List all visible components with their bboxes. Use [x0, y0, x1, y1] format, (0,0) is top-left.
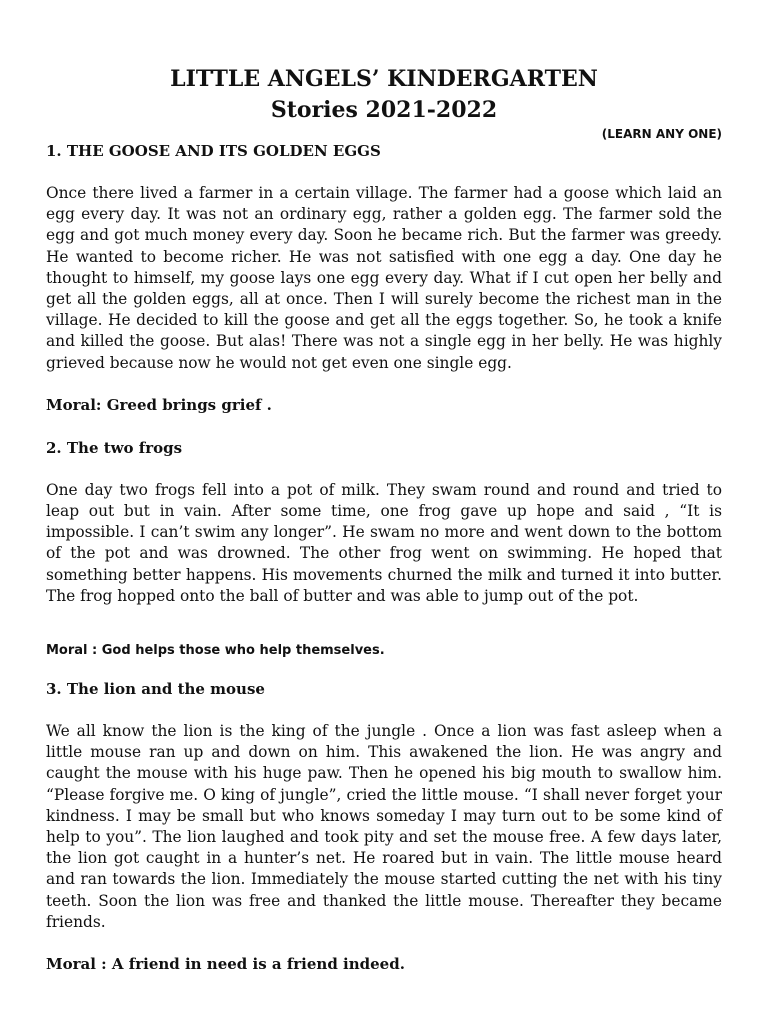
- story-body-3: We all know the lion is the king of the jungle . Once a lion was fast asleep when a little mouse ran up and down on him. This awakened the lion. He was angry and caught the mouse with his huge paw. Then he opened his big mouth to swallow him. “Please forgive me. O king of jungle”, cried the little mouse. “I shall never forget your kindness. I may be small but who knows someday I may turn out to be some kind of help to you”. The lion laughed and took pity and set the mouse free. A few days later, the lion got caught in a hunter’s net. He roared but in vain. The little mouse heard and ran towards the lion. Immediately the mouse started cutting the net with his tiny teeth. Soon the lion was free and thanked the little mouse. Thereafter they became friends.: [46, 722, 722, 931]
- document-title-year: Stories 2021-2022: [270, 97, 498, 123]
- story-heading-3: 3. The lion and the mouse: [46, 680, 265, 699]
- story-heading-2: 2. The two frogs: [46, 438, 183, 457]
- story-moral-2: Moral : God helps those who help themselves.: [46, 643, 385, 659]
- story-moral-3: Moral : A friend in need is a friend indeed.: [46, 955, 405, 974]
- story-body-2: One day two frogs fell into a pot of milk. They swam round and round and tried to leap out but in vain. After some time, one frog gave up hope and said , “It is impossible. I can’t swim any longer”. He swam no more and went down to the bottom of the pot and was drowned. The other frog went on swimming. He hoped that something better happens. His movements churned the milk and turned it into butter. The frog hopped onto the ball of butter and was able to jump out of the pot.: [46, 480, 722, 605]
- story-heading-1: 1. THE GOOSE AND ITS GOLDEN EGGS: [46, 142, 381, 160]
- instruction-note: (LEARN ANY ONE): [601, 127, 722, 141]
- document-page: [46, 64, 722, 975]
- story-body-1: Once there lived a farmer in a certain village. The farmer had a goose which laid an egg every day. It was not an ordinary egg, rather a golden egg. The farmer sold the egg and got much money every day. Soon he became rich. But the farmer was greedy. He wanted to become richer. He was not satisfied with one egg a day. One day he thought to himself, my goose lays one egg every day. What if I cut open her belly and get all the golden eggs, all at once. Then I will surely become the richest man in the village. He decided to kill the goose and get all the eggs together. So, he took a knife and killed the goose. But alas! There was not a single egg in her belly. He was highly grieved because now he would not get even one single egg.: [46, 184, 722, 372]
- story-moral-1: Moral: Greed brings grief .: [46, 395, 272, 414]
- document-title-school: LITTLE ANGELS’ KINDERGARTEN: [170, 66, 598, 92]
